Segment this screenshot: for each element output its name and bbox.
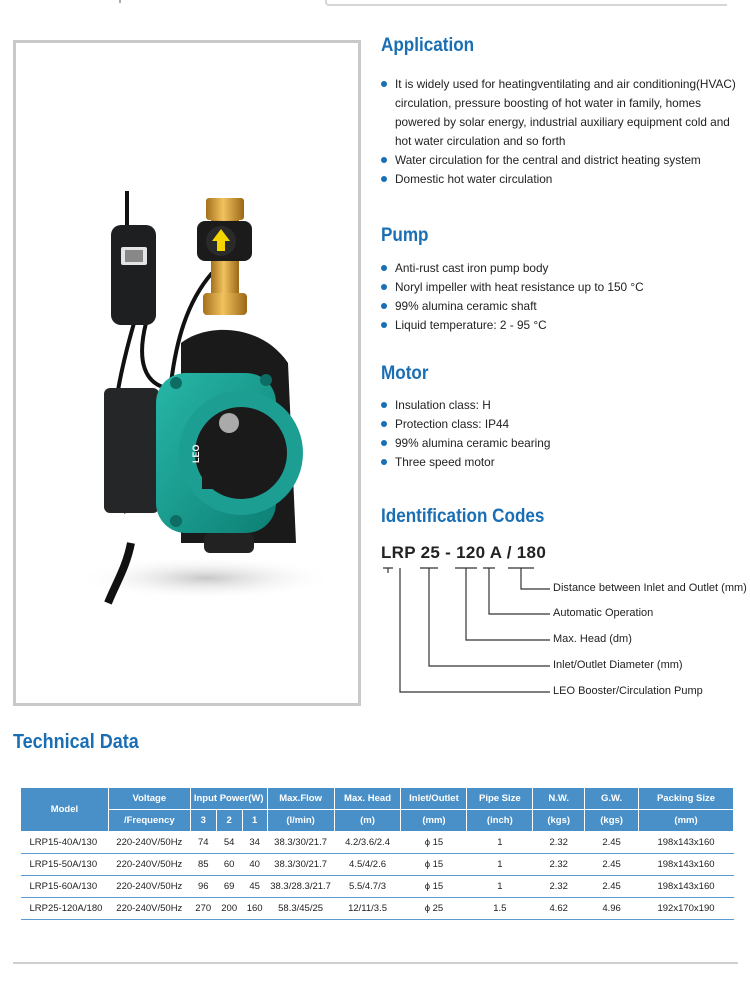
cell-nw: 4.62 [533, 898, 585, 920]
cell-model: LRP15-50A/130 [21, 854, 109, 876]
cell-max-flow: 38.3/30/21.7 [267, 832, 334, 854]
brand-logo: LEO [191, 444, 201, 463]
col-pipe: Pipe Size [467, 788, 533, 810]
list-item: It is widely used for heatingventilating and air conditioning(HVAC) circulation, pressure boosting of hot water in family, homes powered by solar energy, industrial auxiliary equipment cold and hot water circulation and so forth [381, 75, 741, 151]
col-max-head-unit: (m) [334, 810, 401, 832]
list-item: 99% alumina ceramic shaft [381, 297, 741, 316]
col-frequency: /Frequency [108, 810, 190, 832]
list-item: Protection class: IP44 [381, 415, 741, 434]
cell-max-head: 4.5/4/2.6 [334, 854, 401, 876]
list-item: Water circulation for the central and district heating system [381, 151, 741, 170]
col-input-power: Input Power(W) [190, 788, 267, 810]
cell-max-flow: 38.3/30/21.7 [267, 854, 334, 876]
cell-power-3: 74 [190, 832, 216, 854]
list-item: 99% alumina ceramic bearing [381, 434, 741, 453]
cell-voltage: 220-240V/50Hz [108, 876, 190, 898]
cell-power-1: 40 [242, 854, 267, 876]
technical-data-table [20, 787, 734, 920]
table-row [21, 854, 734, 876]
cell-packing: 192x170x190 [639, 898, 734, 920]
cell-inlet: ϕ 15 [401, 876, 467, 898]
cell-packing: 198x143x160 [639, 876, 734, 898]
col-packing-unit: (mm) [639, 810, 734, 832]
list-item: Insulation class: H [381, 396, 741, 415]
list-item: Liquid temperature: 2 - 95 °C [381, 316, 741, 335]
cell-max-head: 12/11/3.5 [334, 898, 401, 920]
cell-max-head: 4.2/3.6/2.4 [334, 832, 401, 854]
col-speed-3: 3 [190, 810, 216, 832]
cell-packing: 198x143x160 [639, 854, 734, 876]
col-packing: Packing Size [639, 788, 734, 810]
cell-gw: 4.96 [585, 898, 639, 920]
cell-power-1: 34 [242, 832, 267, 854]
cell-power-2: 200 [216, 898, 242, 920]
application-heading: Application [381, 35, 475, 56]
cell-inlet: ϕ 15 [401, 832, 467, 854]
cell-power-3: 96 [190, 876, 216, 898]
cell-power-1: 160 [242, 898, 267, 920]
identification-heading: Identification Codes [381, 506, 545, 527]
col-max-flow: Max.Flow [267, 788, 334, 810]
list-item: Domestic hot water circulation [381, 170, 741, 189]
cell-max-flow: 38.3/28.3/21.7 [267, 876, 334, 898]
bottom-divider [13, 962, 738, 964]
col-gw: G.W. [585, 788, 639, 810]
cell-pipe: 1 [467, 854, 533, 876]
cell-gw: 2.45 [585, 832, 639, 854]
cell-voltage: 220-240V/50Hz [108, 854, 190, 876]
col-speed-1: 1 [242, 810, 267, 832]
table-header-row [21, 810, 734, 832]
cell-inlet: ϕ 25 [401, 898, 467, 920]
col-max-head: Max. Head [334, 788, 401, 810]
cell-power-2: 54 [216, 832, 242, 854]
col-nw: N.W. [533, 788, 585, 810]
cell-power-2: 60 [216, 854, 242, 876]
table-row [21, 832, 734, 854]
cell-gw: 2.45 [585, 854, 639, 876]
cell-pipe: 1 [467, 832, 533, 854]
col-gw-unit: (kgs) [585, 810, 639, 832]
table-row [21, 898, 734, 920]
cell-voltage: 220-240V/50Hz [108, 832, 190, 854]
cell-nw: 2.32 [533, 876, 585, 898]
cell-power-3: 85 [190, 854, 216, 876]
cell-nw: 2.32 [533, 832, 585, 854]
cell-nw: 2.32 [533, 854, 585, 876]
code-desc-diameter: Inlet/Outlet Diameter (mm) [553, 659, 683, 671]
col-speed-2: 2 [216, 810, 242, 832]
col-inlet-unit: (mm) [401, 810, 467, 832]
cell-inlet: ϕ 15 [401, 854, 467, 876]
cell-power-2: 69 [216, 876, 242, 898]
technical-data-heading: Technical Data [13, 731, 139, 753]
cell-model: LRP15-60A/130 [21, 876, 109, 898]
cell-max-flow: 58.3/45/25 [267, 898, 334, 920]
col-pipe-unit: (inch) [467, 810, 533, 832]
col-voltage: Voltage [108, 788, 190, 810]
cell-gw: 2.45 [585, 876, 639, 898]
cell-packing: 198x143x160 [639, 832, 734, 854]
cell-model: LRP15-40A/130 [21, 832, 109, 854]
list-item: Noryl impeller with heat resistance up to 150 °C [381, 278, 741, 297]
code-desc-automatic: Automatic Operation [553, 607, 654, 619]
motor-heading: Motor [381, 363, 429, 384]
code-desc-type: LEO Booster/Circulation Pump [553, 685, 703, 697]
col-inlet: Inlet/Outlet [401, 788, 467, 810]
code-desc-distance: Distance between Inlet and Outlet (mm) [553, 582, 747, 594]
list-item: Anti-rust cast iron pump body [381, 259, 741, 278]
identification-code: LRP 25 - 120 A / 180 [381, 543, 547, 562]
cell-model: LRP25-120A/180 [21, 898, 109, 920]
pump-heading: Pump [381, 225, 429, 246]
cell-power-3: 270 [190, 898, 216, 920]
col-model: Model [21, 788, 109, 832]
table-header-row [21, 788, 734, 810]
list-item: Three speed motor [381, 453, 741, 472]
cell-max-head: 5.5/4.7/3 [334, 876, 401, 898]
cell-pipe: 1.5 [467, 898, 533, 920]
cell-pipe: 1 [467, 876, 533, 898]
cell-power-1: 45 [242, 876, 267, 898]
cell-voltage: 220-240V/50Hz [108, 898, 190, 920]
table-row [21, 876, 734, 898]
code-desc-maxhead: Max. Head (dm) [553, 633, 632, 645]
col-max-flow-unit: (l/min) [267, 810, 334, 832]
col-nw-unit: (kgs) [533, 810, 585, 832]
